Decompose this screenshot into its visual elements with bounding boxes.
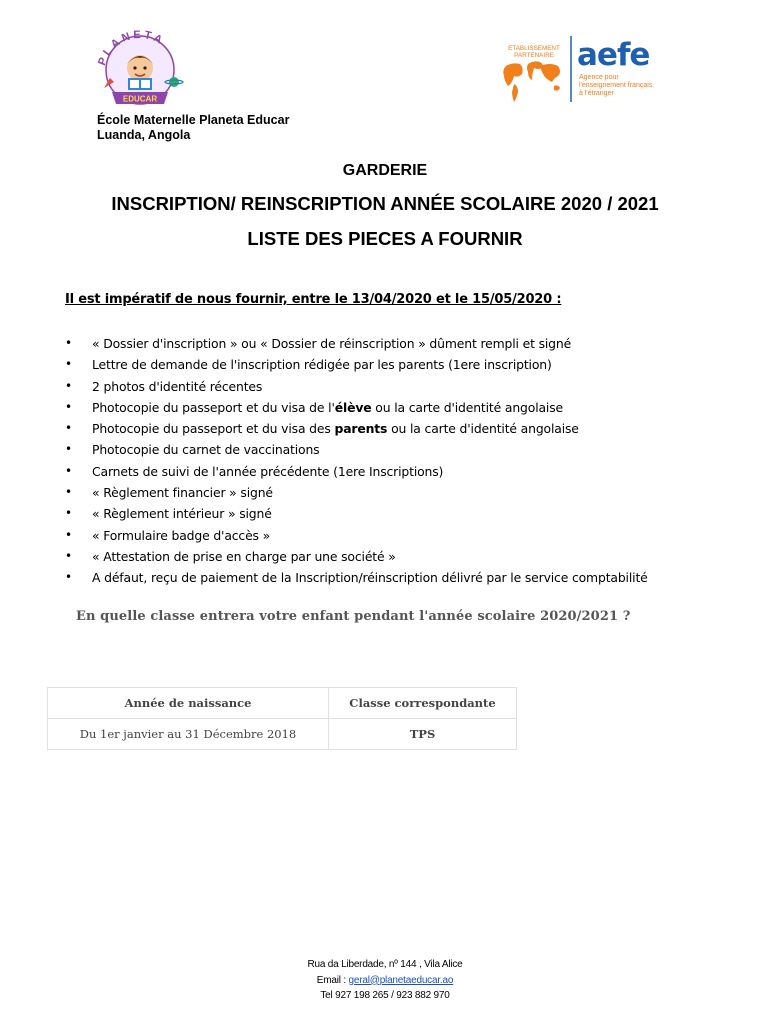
footer-email-line: Email : geral@planetaeducar.ao (316, 974, 454, 986)
list-item: • Carnets de suivi de l'année précédente (1ere Inscriptions) (65, 461, 755, 482)
list-item: • « Règlement financier » signé (65, 482, 755, 503)
aefe-wordmark: aefe (577, 37, 650, 73)
list-item: • « Règlement intérieur » signé (65, 503, 755, 524)
list-item: • Photocopie du carnet de vaccinations (65, 439, 755, 460)
school-logo (90, 22, 190, 110)
school-name: École Maternelle Planeta Educar (97, 113, 290, 127)
footer-address: Rua da Liberdade, nº 144 , Vila Alice (307, 959, 463, 970)
list-item: • Photocopie du passeport et du visa des parents ou la carte d'identité angolaise (65, 418, 755, 439)
table-cell: TPS (329, 719, 517, 750)
class-question: En quelle classe entrera votre enfant pendant l'année scolaire 2020/2021 ? (76, 609, 631, 624)
table-header-row (48, 688, 517, 719)
aefe-tagline-line1: Agence pour (579, 74, 619, 81)
school-name-block (97, 113, 289, 143)
table-cell: Du 1er janvier au 31 Décembre 2018 (48, 719, 329, 750)
list-item: • Photocopie du passeport et du visa de l'élève ou la carte d'identité angolaise (65, 397, 755, 418)
aefe-tagline-line3: à l'étranger (579, 90, 614, 97)
aefe-logo (498, 30, 678, 110)
list-item: • 2 photos d'identité récentes (65, 376, 755, 397)
list-item: • « Formulaire badge d'accès » (65, 525, 755, 546)
section-title: GARDERIE (342, 162, 428, 179)
list-item: • A défaut, reçu de paiement de la Inscription/réinscription délivré par le service comptabilité (65, 567, 755, 588)
school-location: Luanda, Angola (97, 128, 191, 142)
aefe-tagline-line2: l'enseignement français (579, 82, 653, 89)
world-map-icon (503, 61, 560, 102)
list-item: • Lettre de demande de l'inscription rédigée par les parents (1ere inscription) (65, 354, 755, 375)
email-link[interactable]: geral@planetaeducar.ao (348, 974, 454, 986)
school-logo-banner-text: EDUCAR (122, 94, 158, 104)
list-item: • « Dossier d'inscription » ou « Dossier de réinscription » dûment rempli et signé (65, 333, 755, 354)
document-subtitle: LISTE DES PIECES A FOURNIR (247, 228, 523, 249)
aefe-badge-line2: PARTENAIRE (514, 52, 554, 59)
footer-phone: Tel 927 198 265 / 923 882 970 (320, 990, 450, 1001)
intro-text: Il est impératif de nous fournir, entre le 13/04/2020 et le 15/05/2020 : (65, 292, 562, 307)
table-row (48, 719, 517, 750)
class-table (47, 687, 517, 750)
list-item: • « Attestation de prise en charge par une société » (65, 546, 755, 567)
document-title: INSCRIPTION/ REINSCRIPTION ANNÉE SCOLAIRE 2020 / 2021 (111, 193, 659, 214)
school-logo-arc-text: PLANETA (96, 28, 167, 68)
aefe-badge-line1: ETABLISSEMENT (508, 45, 560, 52)
table-header-cell: Classe correspondante (329, 688, 517, 719)
footer (0, 957, 770, 1004)
required-documents-list (65, 333, 755, 589)
table-header-cell: Année de naissance (48, 688, 329, 719)
